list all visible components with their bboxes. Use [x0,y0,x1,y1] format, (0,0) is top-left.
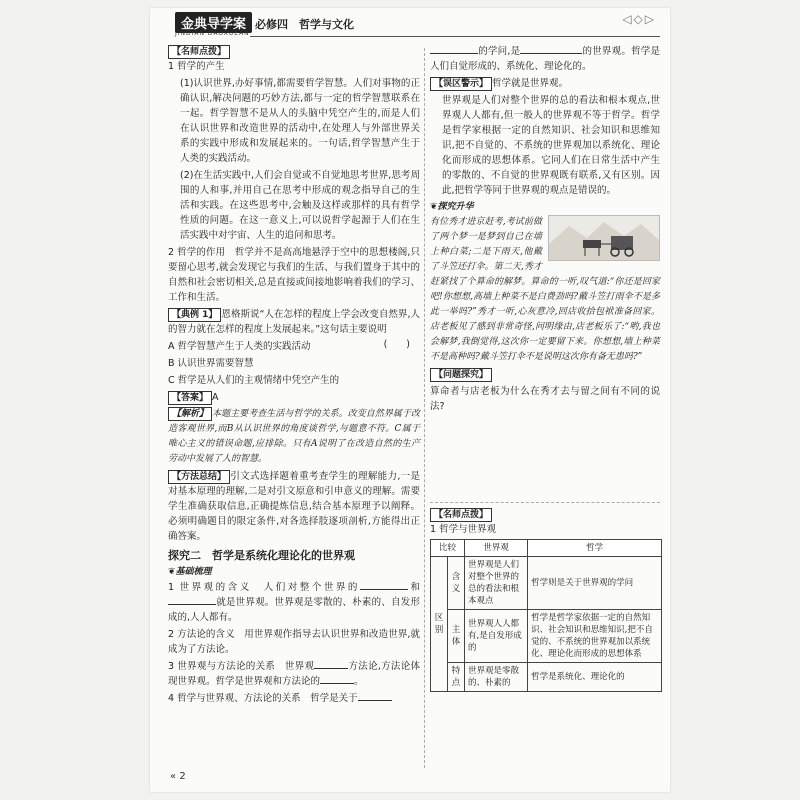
example-tag: 【典例 1】 [168,308,221,322]
q4-text: 4 哲学与世界观、方法论的关系 哲学是关于 [168,693,358,704]
analysis [168,407,420,467]
question-3 [168,659,420,689]
problem-tag: 【问题探究】 [430,368,492,382]
cell-philosophy-feature: 哲学是系统化、理论化的 [528,663,662,692]
header-rule [250,36,660,37]
method-tag: 【方法总结】 [168,470,230,484]
problem [430,367,660,382]
table-row [431,610,662,663]
q1-text-b: 和 [407,582,420,593]
fill-blank[interactable] [360,580,408,590]
analysis-text: 本题主要考查生活与哲学的关系。改变自然界属于改造客观世界,而B从认识世界的角度谈哲学,与题意不符。C属于唯心主义的错误命题,应排除。只有A说明了在改造自然的生产劳动中发展了人的智慧。 [168,409,420,464]
basics-heading-text: 基础梳理 [175,567,212,577]
question-2: 2 方法论的含义 用世界观作指导去认识世界和改造世界,就成为了方法论。 [168,629,420,655]
fill-blank[interactable] [430,44,478,54]
cell-philosophy-subject: 哲学是哲学家依据一定的自然知识、社会知识和思维知识,把不自觉的、不系统的世界观加以系统化、理论化而形成的思想体系 [528,610,662,663]
point-1b: (2)在生活实践中,人们会自觉或不自觉地思考世界,思考周围的人和事,并用自己在思考中形成的观念指导自己的生活和实践。在这些思考中,会触及这样或那样的具有哲学性质的问题。在这一意义上,可以说哲学起源于人们在生活实践中对宇宙、人生的追问和思考。 [180,170,420,241]
basics-heading [168,565,420,580]
brand-logo-sub: JINDIAN DAOXUEAN [175,30,250,37]
cell-worldview-meaning: 世界观是人们对整个世界的总的看法和根本观点 [465,557,528,610]
example-text: 恩格斯说“人在怎样的程度上学会改变自然界,人的智力就在怎样的程度上发展起来。”这句话主要说明 [168,309,420,335]
table-row [431,540,662,557]
misconception-text: 哲学就是世界观。 [492,78,569,89]
leaf-icon: ❦ [168,567,176,577]
tip-tag-2: 【名师点拨】 [430,508,492,522]
side-label: 区别 [431,557,448,692]
double-chevron-icon: « [170,771,177,782]
misconception-body: 世界观是人们对整个世界的总的看法和根本观点,世界观人人都有,但一般人的世界观不等于哲学。哲学是哲学家根据一定的自然知识、社会知识和思维知识,把不自觉的、不系统的世界观加以系统化、理论化而形成的思想体系。它同人们在日常生活中产生的零散的、不自觉的世界观既有联系,又有区别。因此,把哲学等同于世界观的观点是错误的。 [442,95,660,196]
answer-tag: 【答案】 [168,391,212,405]
table-row [431,557,662,610]
page-header [150,8,670,38]
table-title: 1 哲学与世界观 [430,524,497,535]
q1-text-a: 1 世界观的含义 人们对整个世界的 [168,582,360,593]
r1-text-b: 的世界观。哲学是人们自觉形成的、系统化、理论化的。 [430,46,660,72]
row-label-feature: 特点 [448,663,465,692]
answer [168,390,420,405]
misconception-tag: 【误区警示】 [430,77,492,91]
page-footer [170,771,186,782]
r1-text-a: 的学问,是 [478,46,521,57]
q1-text-c: 就是世界观。世界观是零散的、朴素的、自发形成的,人人都有。 [168,597,420,623]
column-divider [424,48,425,768]
option-b: B 认识世界需要智慧 [168,358,254,369]
fill-blank[interactable] [320,674,354,684]
page-number: 2 [179,771,186,782]
cell-worldview-feature: 世界观是零散的、朴素的 [465,663,528,692]
decorative-arrows-icon: ◁◇▷ [622,12,656,26]
cell-worldview-subject: 世界观人人都有,是自发形成的 [465,610,528,663]
cell-philosophy-meaning: 哲学则是关于世界观的学问 [528,557,662,610]
question-1 [168,580,420,625]
answer-paren: ( ) [383,339,410,350]
point-1a: (1)认识世界,办好事情,都需要哲学智慧。人们对事物的正确认识,解决问题的巧妙方法,都与一定的哲学智慧联系在一起。哲学智慧不是从人的头脑中凭空产生的,而是人们在认识世界和改造世界的活动中,在处理人与外部世界关系的实践中形成和发展起来的。一句话,哲学智慧产生于人类的实践活动。 [180,78,420,164]
fill-blank[interactable] [520,44,582,54]
problem-text: 算命者与店老板为什么在秀才去与留之间有不同的说法? [430,386,660,412]
right-column [430,44,660,692]
fill-blank[interactable] [358,691,392,701]
tips-section [430,502,660,522]
tip-tag: 【名师点拨】 [168,45,230,59]
method-summary [168,469,420,544]
leaf-icon: ❦ [430,202,438,212]
table-row [431,663,662,692]
q3-text-c: 。 [354,676,364,687]
option-c: C 哲学是从人们的主观情绪中凭空产生的 [168,375,340,386]
answer-space [430,416,660,502]
brand-logo: 金典导学案 [175,12,252,33]
header-worldview: 世界观 [465,540,528,557]
book-page [150,8,670,792]
comparison-table [430,539,662,692]
section-2-title: 探究二 哲学是系统化理论化的世界观 [168,549,355,562]
subject-title: 必修四 哲学与文化 [255,18,354,31]
analysis-tag: 【解析】 [168,407,212,421]
explore-heading-text: 探究升华 [437,202,474,212]
fill-blank[interactable] [168,595,216,605]
point-2: 2 哲学的作用 哲学并不是高高地悬浮于空中的思想楼阁,只要留心思考,就会发现它与我们的生活、与我们置身于其中的自然和社会密切相关,总是直接或间接地影响着我们的学习、工作和生活。 [168,247,420,303]
point-1-title: 1 哲学的产生 [168,61,225,72]
carriage-illustration [548,215,660,261]
q3-text-a: 3 世界观与方法论的关系 世界观 [168,661,315,672]
story-text: 有位秀才进京赶考,考试前做了两个梦一是梦到自己在墙上种白菜;二是下雨天,他戴了斗笠还打伞。第二天,秀才赶紧找了个算命的解梦。算命的一听,叹气道:“你还是回家吧!你想想,高墙上种菜不是白费劲吗?戴斗笠打雨伞不是多此一举吗?”秀才一听,心灰意冷,回店收拾包袱准备回家。店老板见了感到非常奇怪,问明缘由,店老板乐了:“哟,我也会解梦,我倒觉得,这次你一定要留下来。你想想,墙上种菜不是高种吗?戴斗笠打伞不是说明这次你有备无患吗?” [430,217,660,362]
carriage-icon [549,216,659,260]
misconception [430,76,660,91]
option-a: A 哲学智慧产生于人类的实践活动 [168,341,311,352]
row-label-meaning: 含义 [448,557,465,610]
q3-text-b: 方法论,方法论体现世界观。哲学是世界观和方法论的 [168,661,420,687]
left-column [168,44,420,708]
question-4-cont [430,44,660,74]
answer-value: A [212,392,219,403]
explore-heading [430,200,660,215]
fill-blank[interactable] [314,659,348,669]
row-label-subject: 主体 [448,610,465,663]
question-4 [168,691,420,706]
header-philosophy: 哲学 [528,540,662,557]
method-text: 引文式选择题着重考查学生的理解能力,一是对基本原理的理解,二是对引文原意和引申意义的理解。需要学生准确获取信息,正确提炼信息,结合基本原理予以阐释。必须明确题目的限定条件,对各选择肢逐项剖析,方能得出正确答案。 [168,471,420,542]
header-compare: 比较 [431,540,465,557]
